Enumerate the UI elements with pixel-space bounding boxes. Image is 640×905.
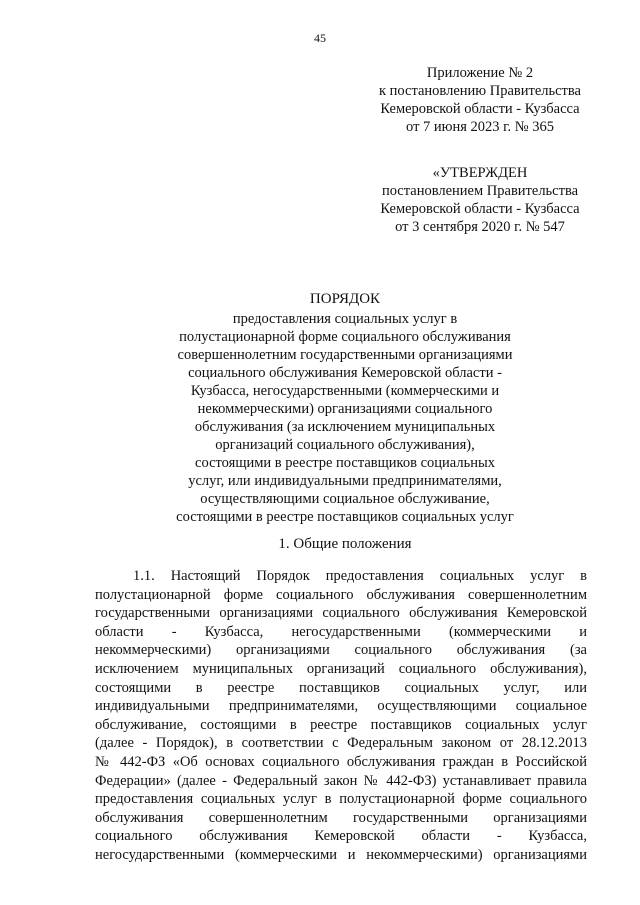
paragraph-1-1: [95, 567, 587, 865]
approved-line: от 3 сентября 2020 г. № 547: [395, 219, 565, 235]
paragraph-line: индивидуальными предпринимателями, осуществляющими социальное: [95, 698, 587, 715]
paragraph-line: области - Кузбасса, негосударственными (коммерческими и: [95, 623, 587, 640]
title-line: состоящими в реестре поставщиков социальных: [195, 455, 495, 471]
paragraph-line: (далее - Порядок), в соответствии с Федеральным законом от 28.12.2013: [95, 735, 587, 752]
approved-line: постановлением Правительства: [381, 183, 579, 199]
paragraph-line: предоставления социальных услуг в полустационарной форме социального: [95, 791, 587, 808]
appendix-line: к постановлению Правительства: [379, 83, 581, 99]
title-line: услуг, или индивидуальными предпринимателями,: [188, 473, 502, 489]
title-line: полустационарной форме социального обслуживания: [179, 329, 511, 345]
appendix-reference: [355, 64, 605, 136]
title-line: социального обслуживания Кемеровской области -: [188, 365, 502, 381]
title-line: осуществляющими социальное обслуживание,: [200, 491, 490, 507]
title-line: некоммерческими) организациями социального: [197, 401, 493, 417]
title-line: Кузбасса, негосударственными (коммерческими и: [190, 383, 500, 399]
paragraph-line: Федерации» (далее - Федеральный закон № 442-ФЗ) устанавливает правила: [95, 772, 587, 789]
paragraph-line: исключением муниципальных организаций социального обслуживания),: [95, 660, 587, 677]
appendix-line: от 7 июня 2023 г. № 365: [406, 119, 554, 135]
paragraph-line: социального обслуживания Кемеровской области - Кузбасса,: [95, 828, 587, 845]
section-heading-text: 1. Общие положения: [278, 536, 412, 552]
title-line: организаций социального обслуживания),: [215, 437, 475, 453]
document-title: [95, 290, 595, 526]
approval-stamp-text: [355, 164, 605, 236]
title-line: состоящими в реестре поставщиков социальных услуг: [176, 509, 514, 525]
paragraph-line: № 442-ФЗ «Об основах социального обслуживания граждан в Российской: [95, 753, 587, 770]
appendix-line: Кемеровской области - Кузбасса: [380, 101, 580, 117]
title-line: совершеннолетним государственными организациями: [177, 347, 513, 363]
approved-line: «УТВЕРЖДЕН: [432, 165, 528, 181]
paragraph-line: обслуживание, состоящими в реестре поставщиков социальных услуг: [95, 716, 587, 733]
appendix-line: Приложение № 2: [426, 65, 534, 81]
paragraph-line: обслуживания совершеннолетним государственными организациями: [95, 809, 587, 826]
page-number: 45: [314, 31, 326, 45]
paragraph-line: полустационарной форме социального обслуживания совершеннолетним: [95, 586, 587, 603]
paragraph-line: некоммерческими) организациями социального обслуживания (за: [95, 642, 587, 659]
paragraph-line: состоящими в реестре поставщиков социальных услуг, или: [95, 679, 587, 696]
section-heading: [95, 535, 595, 553]
title-heading: ПОРЯДОК: [309, 291, 381, 307]
title-line: предоставления социальных услуг в: [232, 311, 458, 327]
title-line: обслуживания (за исключением муниципальных: [194, 419, 496, 435]
paragraph-line: государственными организациями социального обслуживания Кемеровской: [95, 605, 587, 622]
paragraph-line: 1.1. Настоящий Порядок предоставления социальных услуг в: [133, 568, 587, 584]
paragraph-line: негосударственными (коммерческими и некоммерческими) организациями: [95, 846, 587, 863]
approved-line: Кемеровской области - Кузбасса: [380, 201, 580, 217]
